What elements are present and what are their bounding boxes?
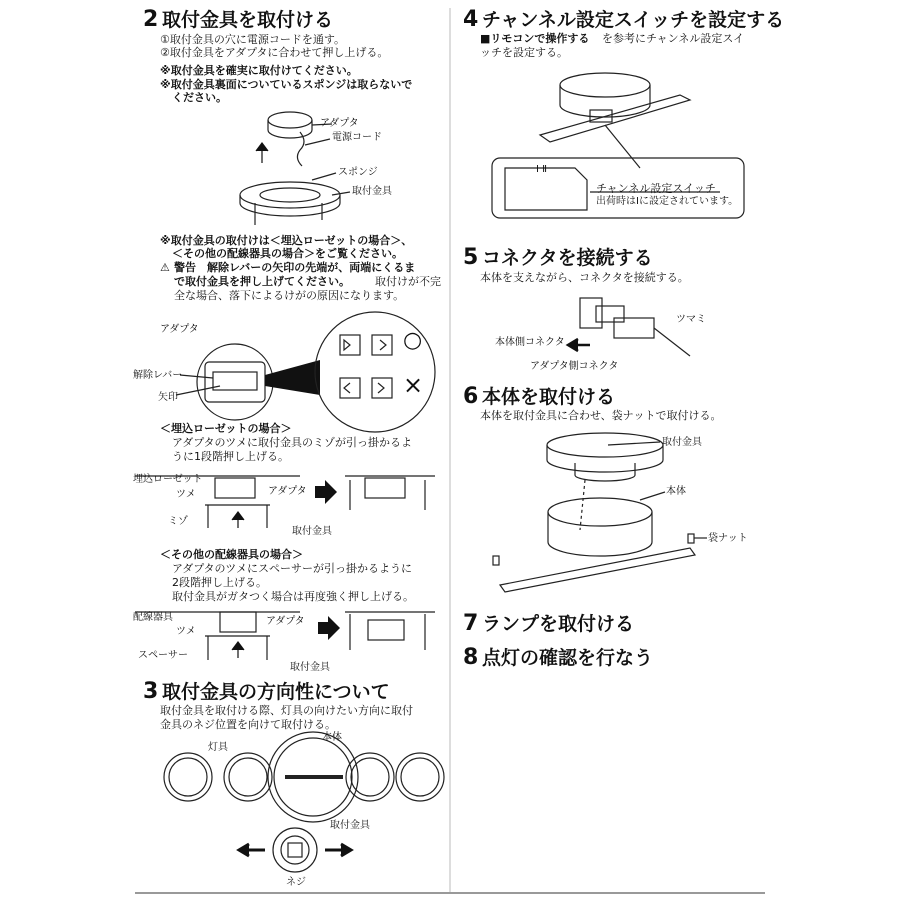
lbl-release-lever: 解除レバー [133,370,183,381]
s2-warn2: で取付金具を押し上げてください。 [174,275,350,288]
s2-warn2b: 取付けが不完 [375,275,441,288]
lbl-bracket-s6: 取付金具 [662,437,702,448]
lbl-knob: ツマミ [676,314,706,325]
lbl-adapter3: アダプタ [268,486,307,497]
s2-note1: ※取付金具を確実に取付けてください。 [160,64,358,77]
rings-figure [164,732,444,872]
lbl-claw2: ツメ [176,626,196,637]
s3-line1: 取付金具を取付ける際、灯具の向けたい方向に取付 [160,704,413,717]
ng-mark: × [403,371,424,399]
lbl-spacer: スペーサー [138,650,188,661]
case1-title: ＜埋込ローゼットの場合＞ [160,422,292,435]
s6-title: 本体を取付ける [482,386,616,408]
s8-number: 8 [463,645,479,670]
lbl-wiring: 配線器具 [133,612,173,623]
s6-number: 6 [463,384,479,409]
case2-line2: 2段階押し上げる。 [172,576,267,589]
s2-note3: ※取付金具の取付けは＜埋込ローゼットの場合＞、 [160,234,413,247]
s2-warn1: 警告 解除レバーの矢印の先端が、両端にくるま [174,261,416,274]
s4-line1-bold: ■リモコンで操作する [480,32,590,45]
lbl-body-s6: 本体 [666,486,686,497]
lbl-arrow-mark: 矢印 [158,392,178,403]
lbl-screw: ネジ [286,877,306,888]
lbl-rosette: 埋込ローゼット [133,474,203,485]
s8-title: 点灯の確認を行なう [482,647,654,669]
s2-note3b: ＜その他の配線器具の場合＞をご覧ください。 [172,247,403,260]
s5-title: コネクタを接続する [482,247,653,269]
lbl-bracket3: 取付金具 [290,662,330,673]
case1-line1: アダプタのツメに取付金具のミゾが引っ掛かるよ [172,436,413,449]
s4-line2: ッチを設定する。 [480,46,568,59]
lbl-groove: ミゾ [168,516,188,527]
s5-number: 5 [463,245,479,270]
release-lever-figure [176,312,435,432]
lbl-bracket-s3: 取付金具 [330,820,370,831]
lbl-adapter: アダプタ [320,118,359,129]
case2-title: ＜その他の配線器具の場合＞ [160,548,303,561]
s2-warn3: 全な場合、落下によるけがの原因になります。 [174,289,405,302]
lbl-adapter2: アダプタ [160,324,199,335]
s7-title: ランプを取付ける [482,613,635,635]
s2-step1: ①取付金具の穴に電源コードを通す。 [160,33,345,46]
s6-line1: 本体を取付金具に合わせ、袋ナットで取付ける。 [480,409,722,422]
s2-step2: ②取付金具をアダプタに合わせて押し上げる。 [160,46,389,59]
lbl-default-setting: 出荷時はⅠに設定されています。 [596,196,739,207]
s2-note2b: ください。 [172,91,227,104]
s3-title: 取付金具の方向性について [162,681,390,703]
s4-title: チャンネル設定スイッチを設定する [482,9,785,31]
lbl-cord: 電源コード [332,132,382,143]
lbl-adapter4: アダプタ [266,616,305,627]
case2-line3: 取付金具がガタつく場合は再度強く押し上げる。 [172,590,414,603]
lbl-body: 本体 [322,732,342,743]
connector-figure [568,298,690,356]
lbl-sponge: スポンジ [338,167,378,178]
case1-line2: うに1段階押し上げる。 [172,450,289,463]
switch-marks: Ⅰ Ⅱ [536,164,548,175]
ok-mark: ○ [403,328,423,353]
lbl-channel-switch: チャンネル設定スイッチ [596,182,716,195]
s2-note2: ※取付金具裏面についているスポンジは取らないで [160,78,413,91]
s5-line1: 本体を支えながら、コネクタを接続する。 [480,271,689,284]
lbl-claw: ツメ [176,489,196,500]
lbl-bracket: 取付金具 [352,186,392,197]
lbl-lamp: 灯具 [208,742,228,753]
s3-line2: 金具のネジ位置を向けて取付ける。 [160,718,336,731]
lbl-body-connector: 本体側コネクタ [495,337,565,348]
s4-line1-rest: を参考にチャンネル設定スイ [602,32,745,45]
s2-number: 2 [143,7,159,32]
lbl-adapter-connector: アダプタ側コネクタ [530,361,619,372]
s3-number: 3 [143,679,159,704]
body-mount-figure [493,433,707,592]
s7-number: 7 [463,611,479,636]
lbl-bracket2: 取付金具 [292,526,332,537]
s4-number: 4 [463,7,479,32]
warning-icon: ⚠ [160,261,170,274]
case2-line1: アダプタのツメにスペーサーが引っ掛かるように [172,562,413,575]
s2-title: 取付金具を取付ける [162,9,334,31]
lbl-cap-nut: 袋ナット [708,533,748,544]
